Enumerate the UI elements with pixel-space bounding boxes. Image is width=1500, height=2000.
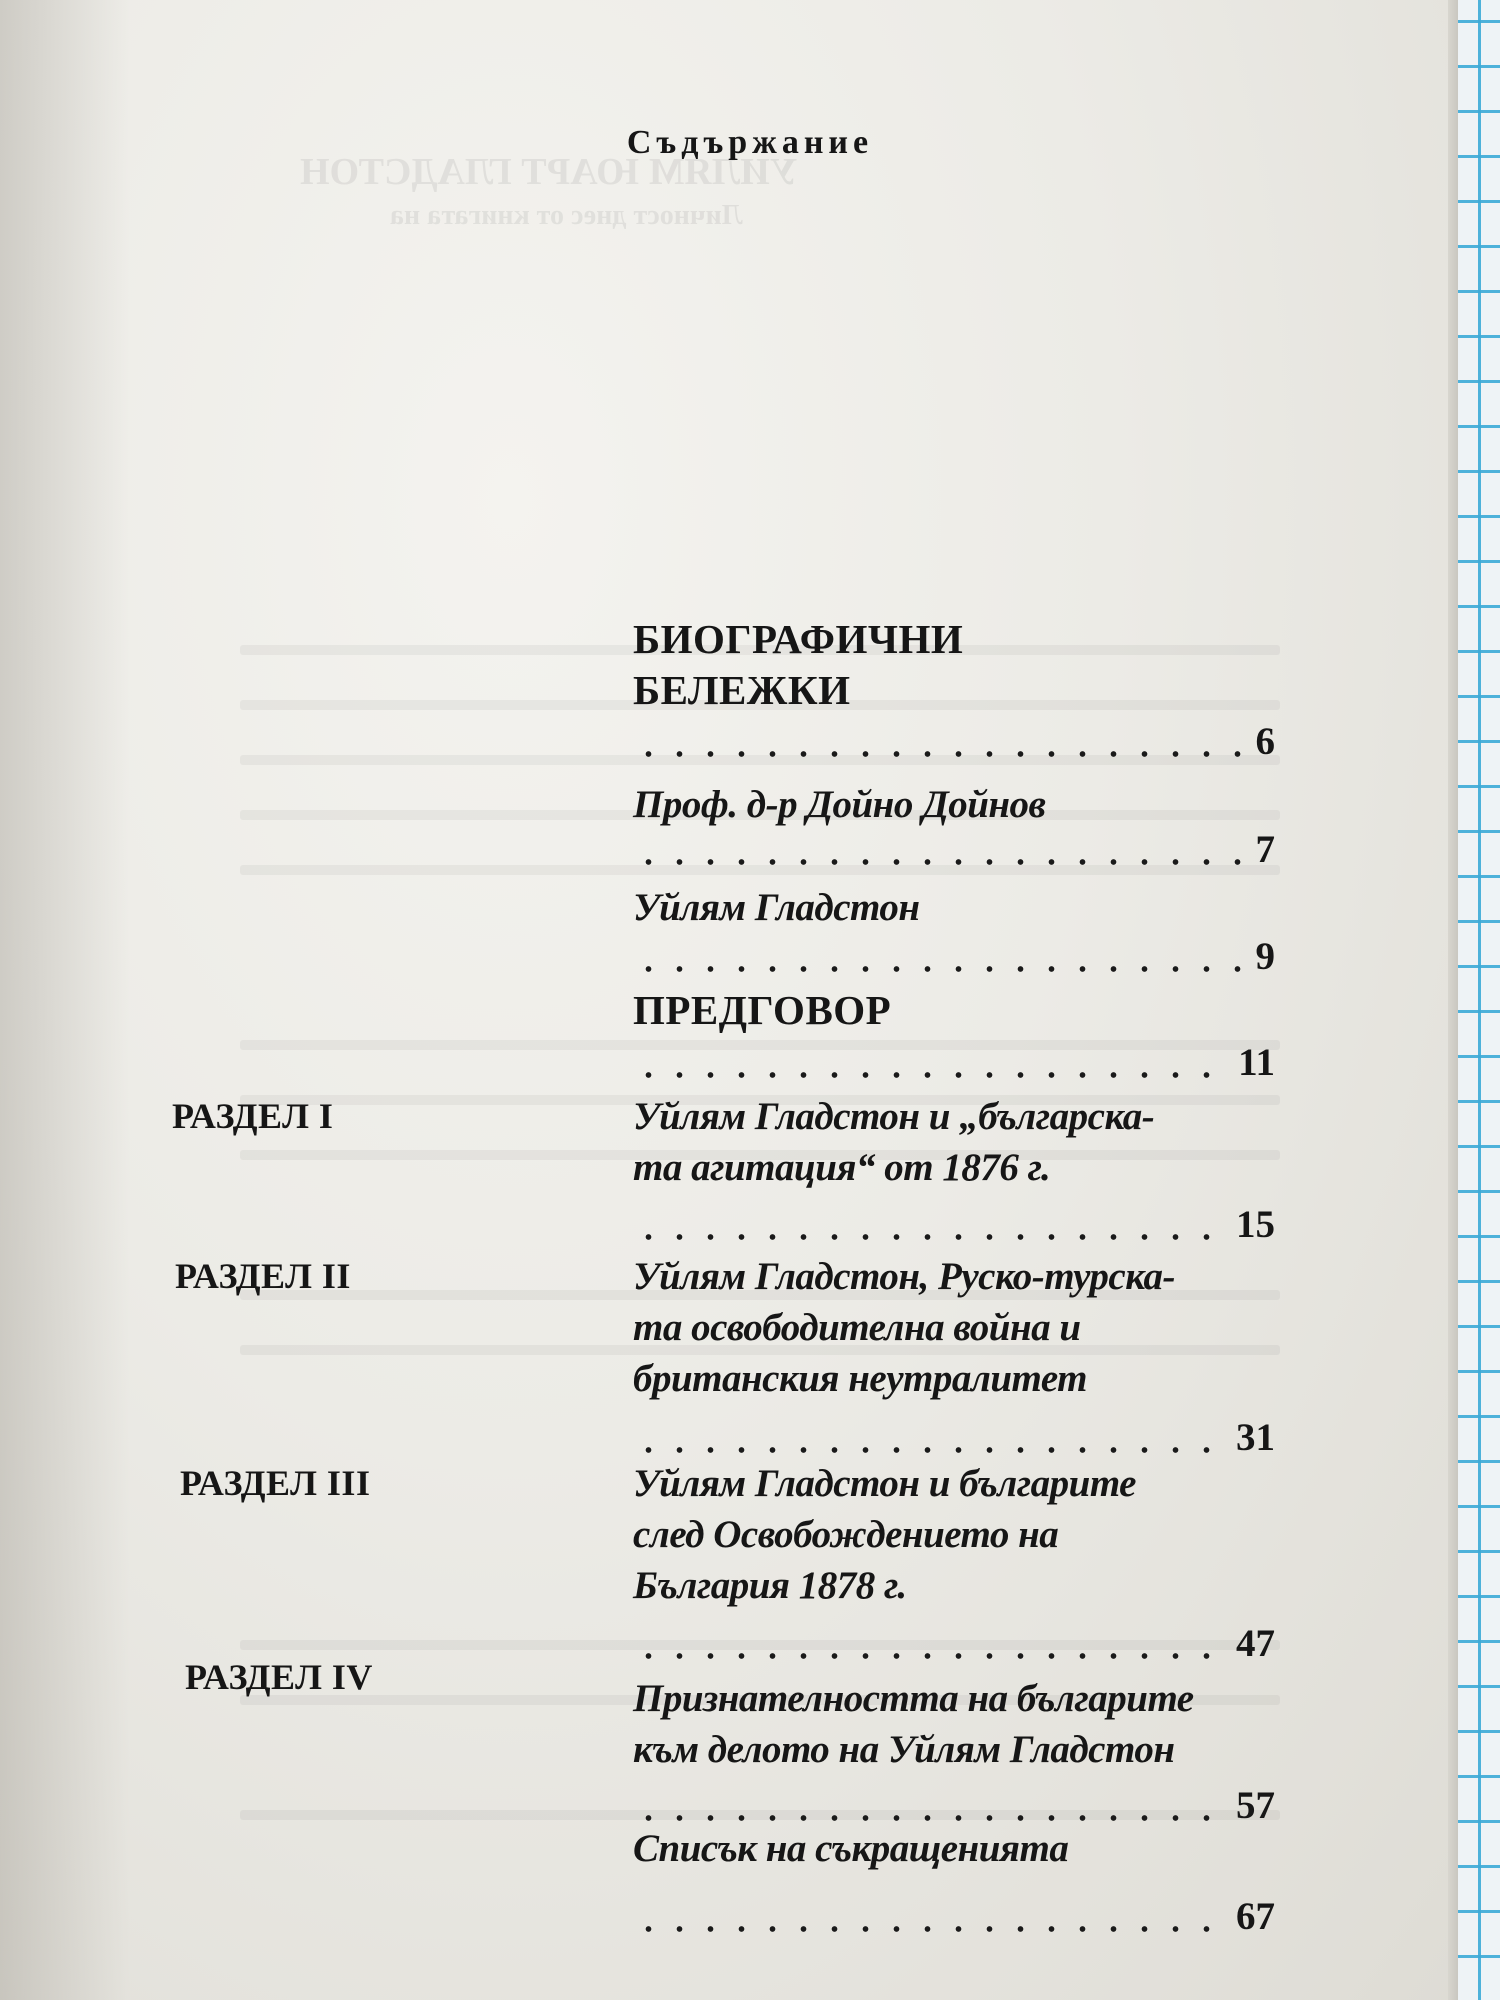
dot-leader: [633, 1786, 1222, 1826]
toc-entry-line: ПРЕДГОВОР: [633, 987, 892, 1033]
toc-entry-title: [633, 1251, 1283, 1404]
toc-page-number: 7: [1255, 828, 1275, 871]
toc-entry-title: [633, 614, 1283, 716]
toc-leader: [633, 1043, 1275, 1083]
bleed-through-subheading: Личност днес от книгата на: [390, 200, 743, 231]
bleed-through-heading: УИЛЯМ ЮАРТ ГЛАДСТОН: [300, 151, 798, 193]
section-label: РАЗДЕЛ III: [180, 1463, 371, 1503]
toc-entry-title: [633, 1673, 1283, 1775]
toc-page-number: 47: [1236, 1622, 1275, 1665]
toc-page-number: 67: [1236, 1895, 1275, 1938]
toc-entry-title: [633, 779, 1283, 830]
section-label: РАЗДЕЛ I: [172, 1096, 334, 1136]
toc-entry-line: след Освобождението на: [633, 1513, 1059, 1556]
toc-leader: [633, 830, 1275, 870]
toc-page-number: 31: [1236, 1416, 1275, 1459]
toc-entry-line: Списък на съкращенията: [633, 1827, 1069, 1870]
toc-leader: [633, 937, 1275, 977]
toc-entry-line: Признателността на българите: [633, 1677, 1194, 1720]
page-edge: [1448, 0, 1458, 2000]
dot-leader: [633, 1043, 1224, 1083]
section-label: РАЗДЕЛ IV: [185, 1657, 373, 1697]
toc-page-number: 57: [1236, 1784, 1275, 1827]
dot-leader: [633, 722, 1242, 762]
toc-leader: [633, 1786, 1275, 1826]
dot-leader: [633, 1897, 1222, 1937]
toc-leader: [633, 722, 1275, 762]
toc-page-number: 9: [1255, 935, 1275, 978]
toc-entry-title: [633, 1823, 1283, 1874]
toc-entry-line: Уйлям Гладстон и „българска-: [633, 1095, 1155, 1138]
toc-entry-line: та агитация“ от 1876 г.: [633, 1146, 1051, 1189]
toc-page-number: 15: [1236, 1203, 1275, 1246]
toc-entry-line: Проф. д-р Дойно Дойнов: [633, 783, 1046, 826]
toc-entry-title: [633, 1091, 1283, 1193]
toc-entry-line: Уйлям Гладстон: [633, 886, 920, 929]
dot-leader: [633, 937, 1242, 977]
toc-leader: [633, 1624, 1275, 1664]
toc-entry-line: България 1878 г.: [633, 1564, 907, 1607]
dot-leader: [633, 1205, 1222, 1245]
toc-leader: [633, 1418, 1275, 1458]
dot-leader: [633, 1624, 1222, 1664]
toc-entry-line: та освободителна война и: [633, 1306, 1081, 1349]
toc-entry-line: Уйлям Гладстон, Руско-турска-: [633, 1255, 1175, 1298]
toc-entry-title: [633, 985, 1283, 1036]
toc-entry-line: британския неутралитет: [633, 1357, 1088, 1400]
toc-page-number: 11: [1238, 1041, 1275, 1084]
page-title: Съдържание: [626, 124, 874, 161]
toc-entry-title: [633, 1458, 1283, 1611]
dot-leader: [633, 1418, 1222, 1458]
toc-entry-line: БИОГРАФИЧНИ: [633, 616, 964, 662]
dot-leader: [633, 830, 1242, 870]
section-label: РАЗДЕЛ II: [175, 1256, 351, 1296]
page-gutter-shadow: [0, 0, 130, 2000]
toc-leader: [633, 1205, 1275, 1245]
toc-entry-title: [633, 882, 1283, 933]
toc-page-number: 6: [1255, 720, 1275, 763]
grid-paper-background: [1458, 0, 1500, 2000]
toc-entry-line: към делото на Уйлям Гладстон: [633, 1728, 1175, 1771]
toc-entry-line: Уйлям Гладстон и българите: [633, 1462, 1136, 1505]
toc-entry-line: БЕЛЕЖКИ: [633, 667, 851, 713]
toc-leader: [633, 1897, 1275, 1937]
